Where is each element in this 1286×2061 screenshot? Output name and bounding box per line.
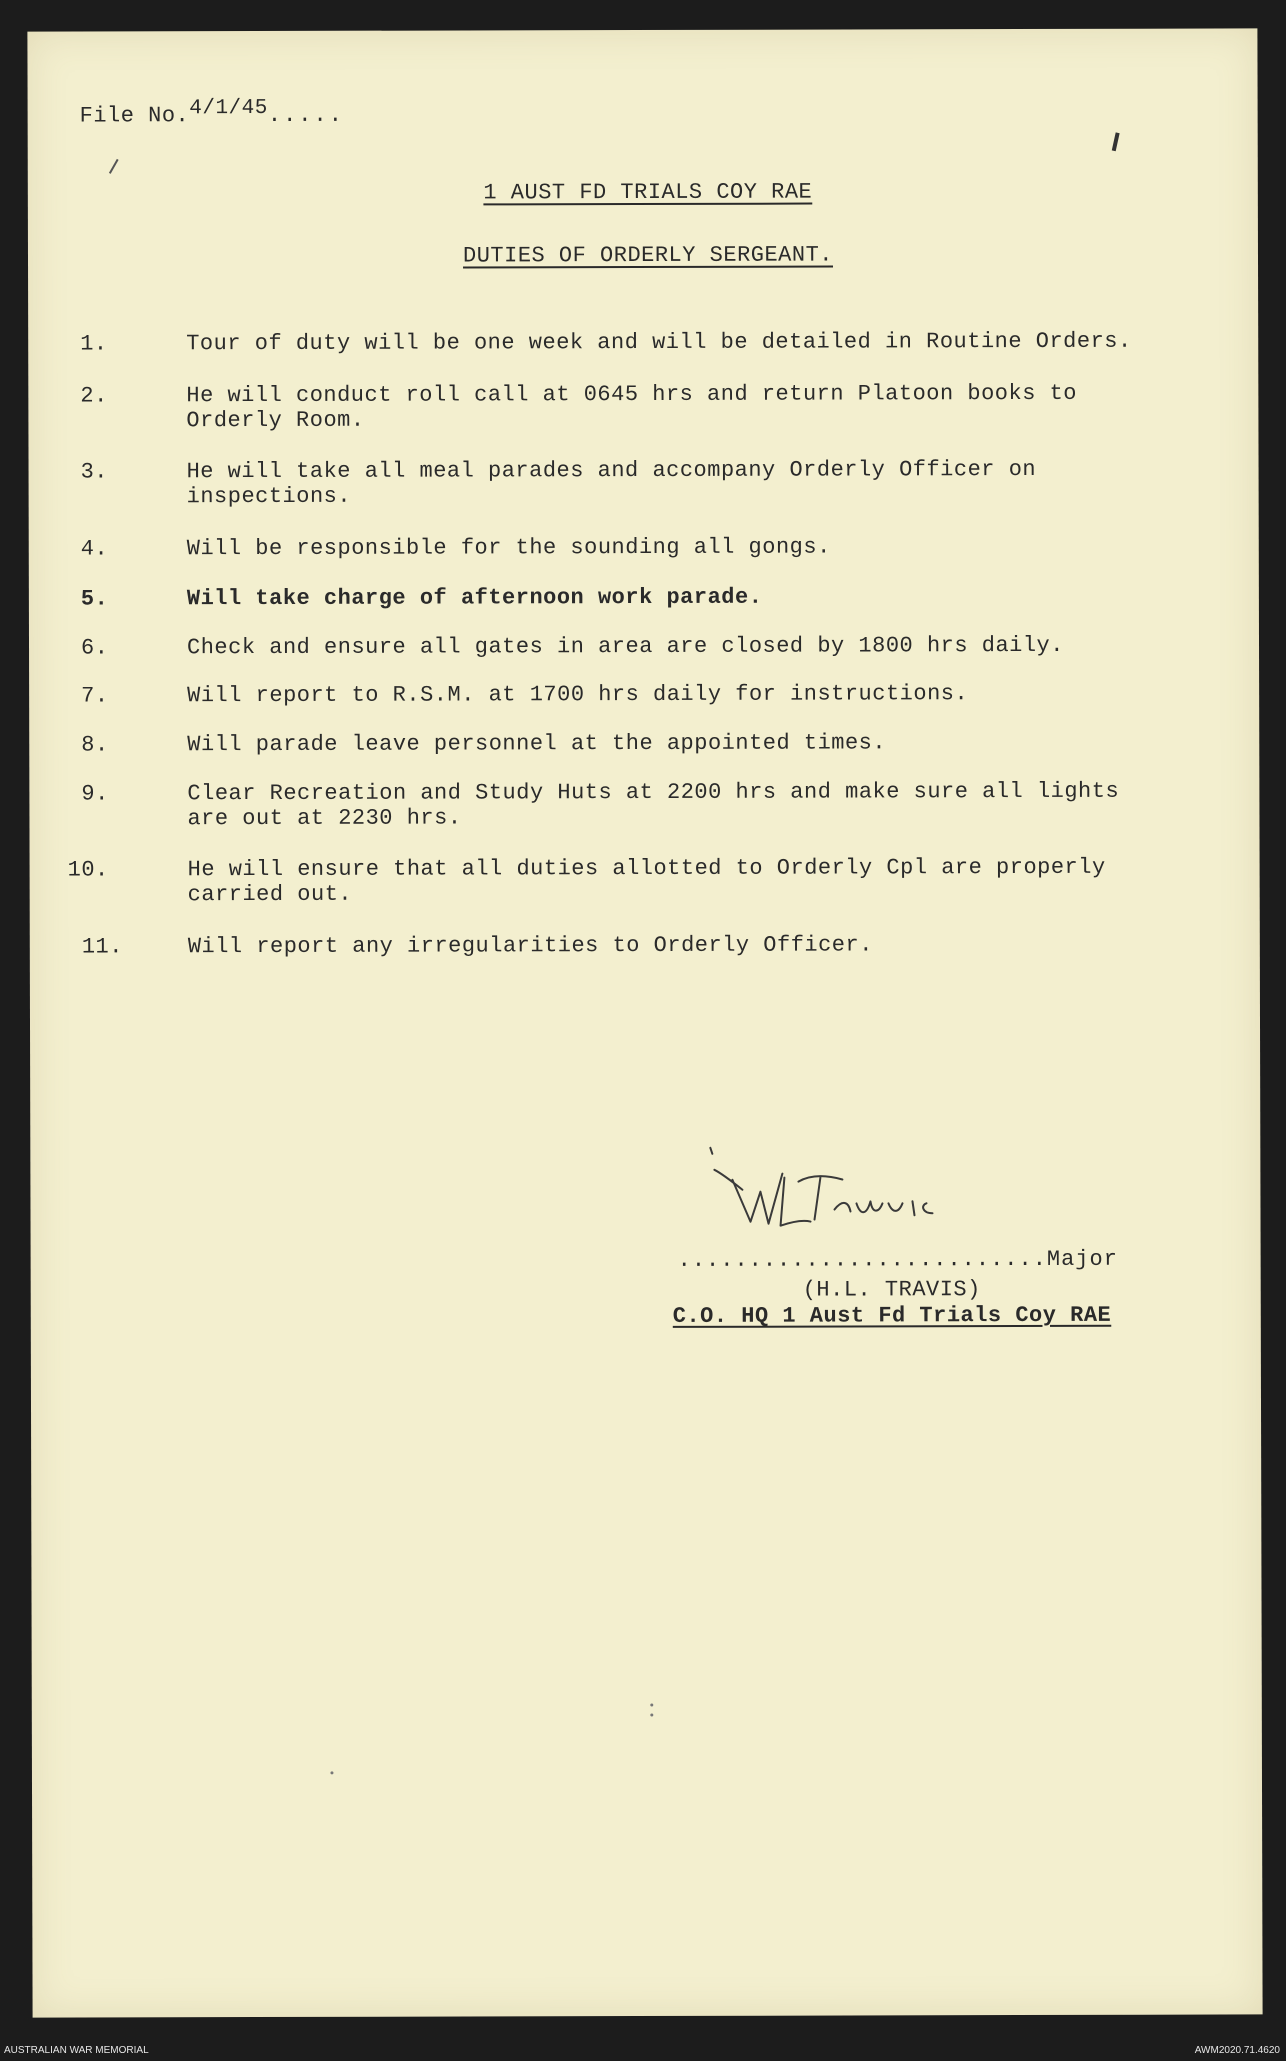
file-number-dots: ..... <box>267 102 344 128</box>
paper-speck <box>650 1713 653 1716</box>
unit-heading: 1 AUST FD TRIALS COY RAE <box>483 179 813 206</box>
duty-text: He will take all meal parades and accompany Orderly Officer on inspections. <box>186 456 1037 510</box>
pencil-tick-mark <box>110 159 118 173</box>
signature-line: ..........................Major <box>677 1246 1118 1273</box>
duty-number: 5. <box>80 586 109 612</box>
duty-number: 6. <box>80 635 109 661</box>
duty-number: 3. <box>80 459 108 485</box>
duty-text: Tour of duty will be one week and will be detailed in Routine Orders. <box>186 328 1132 357</box>
duty-text: Clear Recreation and Study Huts at 2200 hrs and make sure all lights are out at 2230 hrs. <box>187 778 1120 832</box>
duty-text: He will conduct roll call at 0645 hrs and return Platoon books to Orderly Room. <box>186 380 1078 434</box>
duty-text: Will be responsible for the sounding all gongs. <box>186 534 831 562</box>
duty-text: Will report to R.S.M. at 1700 hrs daily for instructions. <box>187 681 969 709</box>
file-number-label: File No. <box>79 103 190 129</box>
duty-number: 2. <box>80 383 108 409</box>
duty-number: 11. <box>81 934 123 960</box>
duty-number: 10. <box>67 857 109 883</box>
archive-credit: AUSTRALIAN WAR MEMORIAL <box>4 2045 149 2056</box>
signatory-unit: C.O. HQ 1 Aust Fd Trials Coy RAE <box>672 1302 1112 1329</box>
file-number-value: 4/1/45 <box>189 96 268 121</box>
paper-speck <box>650 1703 653 1706</box>
duty-text: Will report any irregularities to Orderly Officer. <box>187 932 873 960</box>
duty-number: 9. <box>81 781 109 807</box>
paper-speck <box>330 1771 333 1774</box>
document-page <box>27 28 1262 2017</box>
duty-number: 4. <box>80 536 109 562</box>
subject-heading: DUTIES OF ORDERLY SERGEANT. <box>462 242 834 269</box>
duty-text: Will parade leave personnel at the appointed times. <box>187 730 887 758</box>
duty-number: 7. <box>81 683 109 709</box>
paper-marks <box>27 28 1262 2017</box>
duty-text: He will ensure that all duties allotted to Orderly Cpl are properly carried out. <box>187 854 1106 908</box>
duty-text: Will take charge of afternoon work parade. <box>186 584 763 612</box>
duty-number: 8. <box>81 732 109 758</box>
archive-accession-number: AWM2020.71.4620 <box>1194 2045 1280 2056</box>
ink-mark <box>1114 133 1118 151</box>
duty-text: Check and ensure all gates in area are closed by 1800 hrs daily. <box>186 632 1064 661</box>
duty-number: 1. <box>80 331 108 357</box>
signatory-name: (H.L. TRAVIS) <box>802 1277 981 1303</box>
